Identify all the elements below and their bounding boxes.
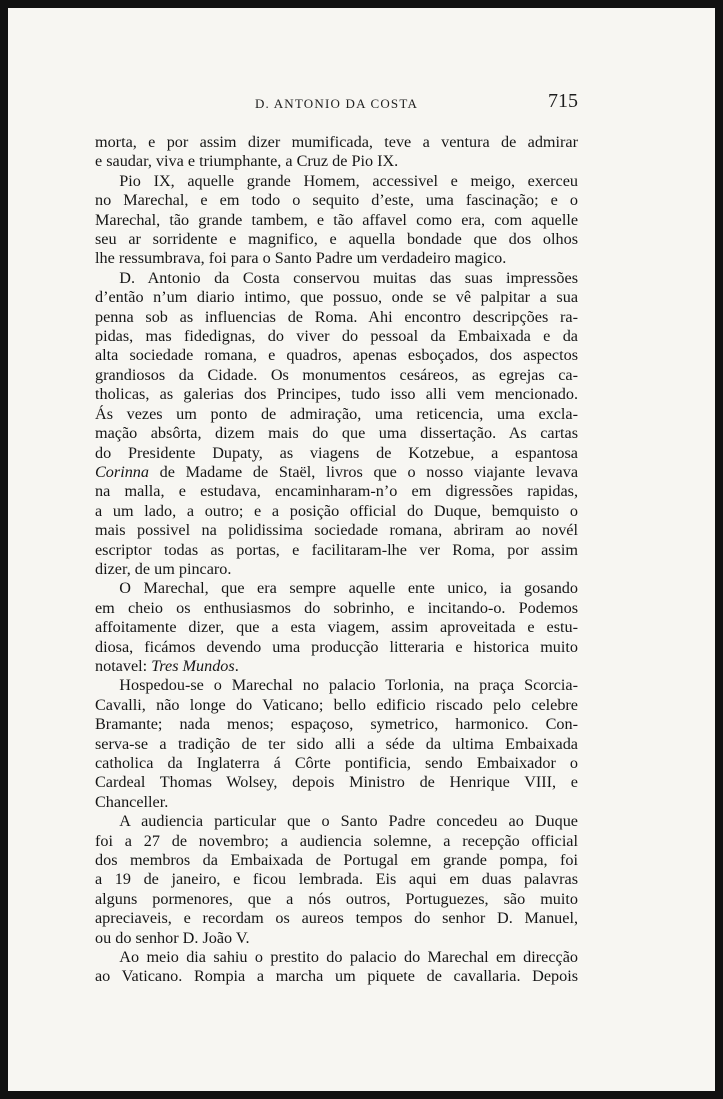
text-line: mais possivel na polidissima sociedade romana, abriram ao novél	[95, 521, 578, 540]
text-line: escriptor todas as portas, e facilitaram-lhe ver Roma, por assim	[95, 540, 578, 559]
text-line: Hospedou-se o Marechal no palacio Torlonia, na praça Scorcia-	[119, 676, 578, 695]
text-span: notavel:	[95, 656, 152, 675]
text-line: Ao meio dia sahiu o prestito do palacio do Marechal em direcção	[119, 948, 578, 967]
text-line: serva-se a tradição de ter sido alli a séde da ultima Embaixada	[95, 734, 578, 753]
text-line: Ás vezes um ponto de admiração, uma reticencia, uma excla-	[95, 404, 578, 423]
text-line: na malla, e estudava, encaminharam-n’o em digressões rapidas,	[95, 482, 578, 501]
text-line: dos membros da Embaixada de Portugal em grande pompa, foi	[95, 851, 578, 870]
text-line: Pio IX, aquelle grande Homem, accessivel e meigo, exerceu	[119, 171, 578, 190]
text-line: dizer, de um pincaro.	[95, 559, 232, 578]
text-line: e saudar, viva e triumphante, a Cruz de Pio IX.	[95, 152, 399, 171]
text-line: Marechal, tão grande tambem, e tão affavel como era, com aquelle	[95, 210, 578, 229]
text-line: a 19 de janeiro, e ficou lembrada. Eis aqui em duas palavras	[95, 870, 578, 889]
book-page	[8, 8, 715, 1091]
text-line: tholicas, as galerias dos Principes, tudo isso alli vem mencionado.	[95, 385, 578, 404]
page-number: 715	[548, 90, 578, 112]
running-head: D. ANTONIO DA COSTA	[254, 96, 419, 111]
text-line: Bramante; nada menos; espaçoso, symetrico, harmonico. Con-	[95, 715, 578, 734]
text-line: Cardeal Thomas Wolsey, depois Ministro de Henrique VIII, e	[95, 773, 578, 792]
text-line: affoitamente dizer, que a esta viagem, assim aproveitada e estu-	[95, 618, 578, 637]
page-header	[95, 90, 578, 120]
text-line: em cheio os enthusiasmos do sobrinho, e incitando-o. Podemos	[95, 598, 578, 617]
text-line: Chanceller.	[95, 792, 169, 811]
text-span: de Madame de Staël, livros que o nosso viajante levava	[148, 462, 578, 481]
body-text	[95, 133, 578, 987]
text-line: alta sociedade romana, e quadros, apenas esboçados, dos aspectos	[95, 346, 578, 365]
text-line: mação absôrta, dizem mais do que uma dissertação. As cartas	[95, 424, 578, 443]
text-line: diosa, ficámos devendo uma producção litteraria e historica muito	[95, 637, 578, 656]
text-line: do Presidente Dupaty, as viagens de Kotzebue, a espantosa	[95, 443, 578, 462]
text-line: Cavalli, não longe do Vaticano; bello edificio riscado pelo celebre	[95, 695, 578, 714]
text-line: catholica da Inglaterra á Côrte pontificia, sendo Embaixador o	[95, 754, 578, 772]
text-line	[95, 657, 578, 676]
text-span: .	[234, 656, 239, 675]
text-line: O Marechal, que era sempre aquelle ente unico, ia gosando	[119, 579, 578, 598]
text-line: ou do senhor D. João V.	[95, 928, 250, 947]
text-line: grandiosos da Cidade. Os monumentos cesáreos, as egrejas ca-	[95, 365, 578, 384]
text-line: ao Vaticano. Rompia a marcha um piquete de cavallaria. Depois	[95, 967, 578, 986]
italic-title: Tres Mundos	[151, 656, 235, 675]
text-line: no Marechal, e em todo o sequito d’este, uma fascinação; e o	[95, 191, 578, 210]
text-line: a um lado, a outro; e a posição official do Duque, bemquisto o	[95, 501, 578, 520]
text-line: lhe ressumbrava, foi para o Santo Padre um verdadeiro magico.	[95, 249, 507, 268]
text-line: morta, e por assim dizer mumificada, teve a ventura de admirar	[95, 133, 578, 151]
text-line: seu ar sorridente e magnifico, e aquella bondade que dos olhos	[95, 230, 578, 249]
text-line	[95, 463, 578, 482]
text-line: A audiencia particular que o Santo Padre concedeu ao Duque	[119, 812, 578, 831]
text-line: apreciaveis, e recordam os aureos tempos do senhor D. Manuel,	[95, 909, 578, 928]
text-line: penna sob as influencias de Roma. Ahi encontro descripções ra-	[95, 307, 578, 326]
text-line: foi a 27 de novembro; a audiencia solemne, a recepção official	[95, 831, 578, 850]
text-line: D. Antonio da Costa conservou muitas das suas impressões	[119, 268, 578, 287]
text-line: d’então n’um diario intimo, que possuo, onde se vê palpitar a sua	[95, 288, 578, 307]
italic-title: Corinna	[95, 462, 149, 481]
text-line: pidas, mas fidedignas, do viver do pessoal da Embaixada e da	[95, 327, 578, 346]
text-line: alguns pormenores, que a nós outros, Portuguezes, são muito	[95, 889, 578, 908]
